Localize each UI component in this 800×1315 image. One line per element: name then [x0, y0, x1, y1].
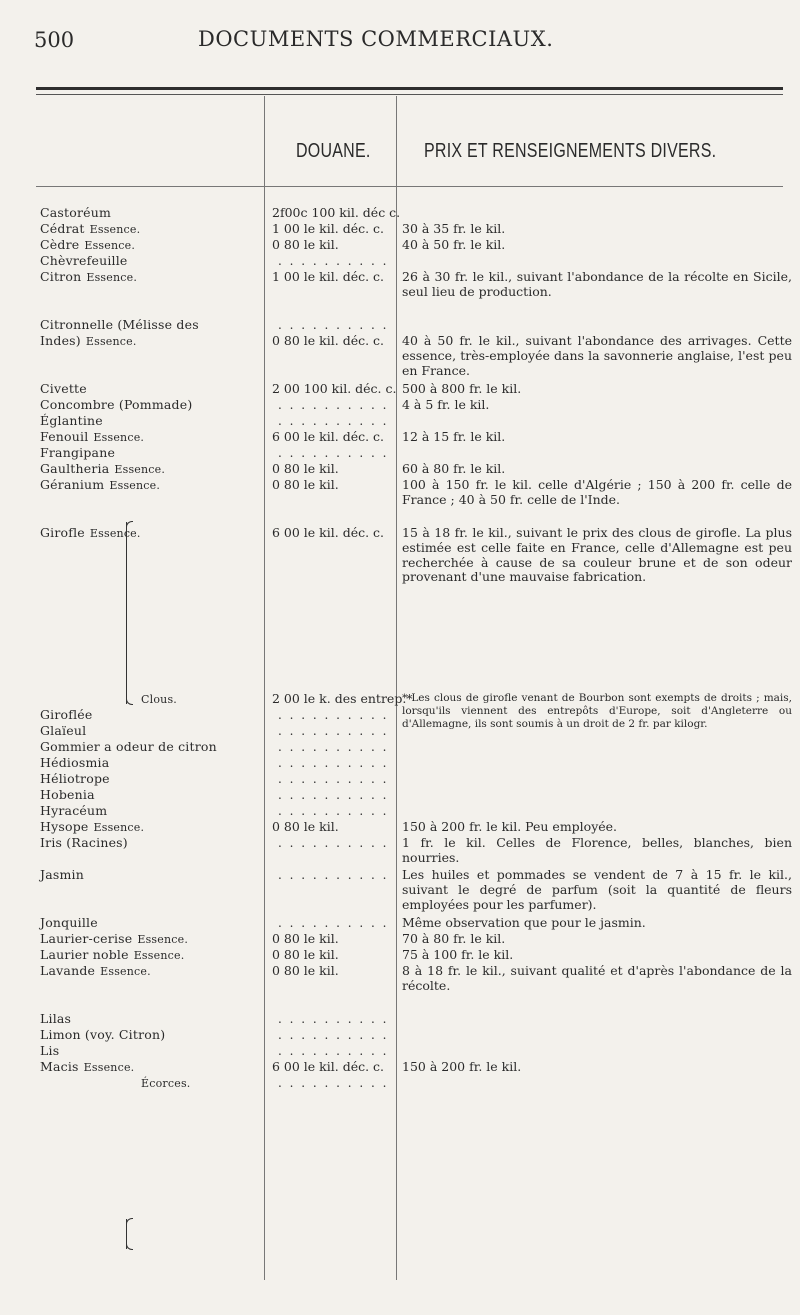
entry-label: Chèvrefeuille: [40, 253, 128, 268]
notes-text: 150 à 200 fr. le kil. Peu employée.: [402, 819, 618, 834]
entry-name: [40, 932, 188, 947]
notes-text: 40 à 50 fr. le kil.: [402, 237, 506, 252]
entry-label: Lavande: [40, 963, 96, 978]
entry-label: Glaïeul: [40, 723, 87, 738]
entry-qualifier: Essence.: [86, 271, 138, 284]
entry-label: Lilas: [40, 1011, 72, 1026]
entry-label: Girofle: [40, 525, 85, 540]
duty-leader-dots: . . . . . . . . . .: [278, 756, 389, 770]
entry-label: Églantine: [40, 413, 103, 428]
duty-leader-dots: . . . . . . . . . .: [278, 446, 389, 460]
duty-value: 1 00 le kil. déc. c.: [272, 221, 385, 236]
duty-leader-dots: . . . . . . . . . .: [278, 398, 389, 412]
notes-text: 60 à 80 fr. le kil.: [402, 461, 506, 476]
entry-name: [40, 1044, 59, 1058]
duty-value: 0 80 le kil.: [272, 237, 339, 252]
entry-label: Jonquille: [40, 915, 98, 930]
entry-label: Iris (Racines): [40, 835, 128, 850]
entry-label: Gommier a odeur de citron: [40, 739, 217, 754]
duty-leader-dots: . . . . . . . . . .: [278, 1076, 389, 1090]
notes-text: Même observation que pour le jasmin.: [402, 915, 646, 930]
header-rule-thin: [36, 94, 783, 95]
duty-value: 2 00 le k. des entrep.*: [272, 691, 413, 706]
notes-text: 500 à 800 fr. le kil.: [402, 381, 522, 396]
entry-label: Hédiosmia: [40, 755, 110, 770]
entry-name: [40, 334, 137, 349]
entry-name: [40, 772, 110, 786]
entry-label: Macis: [40, 1059, 79, 1074]
entry-qualifier: Écorces.: [141, 1077, 191, 1090]
entry-name: [136, 692, 177, 707]
duty-leader-dots: . . . . . . . . . .: [278, 414, 389, 428]
notes-text: 1 fr. le kil. Celles de Florence, belles, blanches, bien nourries.: [402, 835, 792, 865]
entry-label: Fenouil: [40, 429, 89, 444]
entry-name: [40, 398, 192, 412]
duty-leader-dots: . . . . . . . . . .: [278, 916, 389, 930]
entry-name: [40, 836, 128, 850]
duty-leader-dots: . . . . . . . . . .: [278, 1012, 389, 1026]
duty-value: 2f00c 100 kil. déc c.: [272, 205, 401, 220]
entry-label: Frangipane: [40, 445, 116, 460]
entry-label: Géranium: [40, 477, 105, 492]
page-header: [0, 0, 800, 90]
entry-name: [40, 318, 199, 332]
entry-qualifier: Essence.: [93, 821, 145, 834]
entry-label: Concombre (Pommade): [40, 397, 193, 412]
duty-leader-dots: . . . . . . . . . .: [278, 724, 389, 738]
entry-name: [40, 820, 144, 835]
duty-value: 0 80 le kil.: [272, 931, 339, 946]
duty-value: 0 80 le kil. déc. c.: [272, 333, 385, 348]
entry-name: [40, 462, 165, 477]
entry-qualifier: Essence.: [89, 527, 141, 540]
entry-name: [40, 206, 111, 220]
duty-leader-dots: . . . . . . . . . .: [278, 318, 389, 332]
entry-label: Castoréum: [40, 205, 112, 220]
duty-value: 0 80 le kil.: [272, 963, 339, 978]
notes-text: 26 à 30 fr. le kil., suivant l'abondance de la récolte en Sicile, seul lieu de production.: [402, 269, 792, 299]
entry-qualifier: Essence.: [100, 965, 151, 978]
duty-leader-dots: . . . . . . . . . .: [278, 836, 389, 850]
entry-qualifier: Essence.: [133, 949, 185, 962]
entry-qualifier: Essence.: [109, 479, 161, 492]
duty-value: 6 00 le kil. déc. c.: [272, 525, 385, 540]
entry-label: Lis: [40, 1043, 60, 1058]
entry-label: Hysope: [40, 819, 89, 834]
entry-name: [40, 964, 151, 979]
duty-leader-dots: . . . . . . . . . .: [278, 804, 389, 818]
entry-name: [40, 414, 103, 428]
entry-name: [40, 916, 98, 930]
entry-name: [40, 1028, 165, 1042]
entry-label: Indes): [40, 333, 81, 348]
duty-leader-dots: . . . . . . . . . .: [278, 772, 389, 786]
entry-label: Laurier noble: [40, 947, 129, 962]
entry-name: [40, 430, 144, 445]
header-row-rule: [36, 186, 783, 187]
duty-leader-dots: . . . . . . . . . .: [278, 1028, 389, 1042]
notes-text: 30 à 35 fr. le kil.: [402, 221, 506, 236]
notes-text: 100 à 150 fr. le kil. celle d'Algérie ; 150 à 200 fr. celle de France ; 40 à 50 fr. celle de l'Inde.: [402, 477, 792, 507]
entry-qualifier: Essence.: [93, 431, 145, 444]
entry-name: [40, 446, 115, 460]
column-header-notes: PRIX ET RENSEIGNEMENTS DIVERS.: [424, 140, 717, 162]
notes-text: 70 à 80 fr. le kil.: [402, 931, 506, 946]
notes-text: 40 à 50 fr. le kil., suivant l'abondance des arrivages. Cette essence, très-employée dans la savonnerie anglaise, l'est peu en France.: [402, 333, 792, 378]
entry-name: [40, 948, 184, 963]
entry-label: Laurier-cerise: [40, 931, 133, 946]
entry-name: [40, 238, 135, 253]
page-number: 500: [34, 28, 75, 52]
notes-text: 15 à 18 fr. le kil., suivant le prix des clous de girofle. La plus estimée est celle faite en France, celle d'Allemagne est peu recherchée à cause de sa couleur brune et de son odeur provenant d'une mauvaise fabrication.: [402, 525, 792, 585]
entry-name: [40, 478, 160, 493]
duty-leader-dots: . . . . . . . . . .: [278, 788, 389, 802]
notes-text: 8 à 18 fr. le kil., suivant qualité et d'après l'abondance de la récolte.: [402, 963, 792, 993]
entry-label: Giroflée: [40, 707, 93, 722]
entry-label: Citron: [40, 269, 82, 284]
entry-name: [40, 708, 93, 722]
column-divider-2: [396, 96, 397, 1280]
brace-girofle: [126, 522, 135, 704]
notes-text: 150 à 200 fr. le kil.: [402, 1059, 522, 1074]
entry-name: [40, 724, 86, 738]
running-title: DOCUMENTS COMMERCIAUX.: [198, 27, 554, 51]
duty-value: 0 80 le kil.: [272, 477, 339, 492]
duty-value: 6 00 le kil. déc. c.: [272, 1059, 385, 1074]
duty-value: 0 80 le kil.: [272, 461, 339, 476]
entry-name: [40, 756, 109, 770]
entry-label: Citronnelle (Mélisse des: [40, 317, 199, 332]
entry-name: [40, 270, 137, 285]
brace-macis: [126, 1219, 135, 1249]
entry-name: [40, 1060, 134, 1075]
duty-leader-dots: . . . . . . . . . .: [278, 740, 389, 754]
entry-name: [40, 222, 140, 237]
entry-name: [40, 382, 87, 396]
entry-label: Civette: [40, 381, 87, 396]
entry-name: [40, 788, 95, 802]
duty-value: 0 80 le kil.: [272, 947, 339, 962]
column-divider-1: [264, 96, 265, 1280]
entry-qualifier: Essence.: [114, 463, 166, 476]
entry-name: [40, 254, 128, 268]
entry-label: Héliotrope: [40, 771, 110, 786]
entry-qualifier: Essence.: [84, 239, 136, 252]
duty-leader-dots: . . . . . . . . . .: [278, 868, 389, 882]
footnote-text: * Les clous de girofle venant de Bourbon sont exempts de droits ; mais, lorsqu'ils viennent des entrepôts d'Europe, soit d'Angleterre ou d'Allemagne, ils sont soumis à un droit de 2 fr. par kilogr.: [402, 692, 792, 730]
entry-label: Hyracéum: [40, 803, 108, 818]
entry-qualifier: Essence.: [89, 223, 141, 236]
entry-label: Limon (voy. Citron): [40, 1027, 166, 1042]
entry-label: Gaultheria: [40, 461, 110, 476]
entry-qualifier: Clous.: [141, 693, 177, 706]
header-rule-thick: [36, 87, 783, 90]
duty-value: 6 00 le kil. déc. c.: [272, 429, 385, 444]
entry-name: [40, 1012, 71, 1026]
duty-value: 2 00 100 kil. déc. c.: [272, 381, 397, 396]
duty-value: 0 80 le kil.: [272, 819, 339, 834]
notes-text: Les huiles et pommades se vendent de 7 à 15 fr. le kil., suivant le degré de parfum (soit la quantité de fleurs employées pour les parfumer).: [402, 867, 792, 912]
column-header-duty: DOUANE.: [296, 140, 371, 162]
entry-qualifier: Essence.: [83, 1061, 135, 1074]
entry-name: [40, 804, 107, 818]
notes-text: 12 à 15 fr. le kil.: [402, 429, 506, 444]
entry-name: [136, 1076, 190, 1091]
duty-leader-dots: . . . . . . . . . .: [278, 708, 389, 722]
entry-label: Jasmin: [40, 867, 84, 882]
entry-name: [40, 868, 84, 882]
entry-label: Hobenia: [40, 787, 95, 802]
notes-text: 4 à 5 fr. le kil.: [402, 397, 490, 412]
entry-qualifier: Essence.: [137, 933, 189, 946]
duty-leader-dots: . . . . . . . . . .: [278, 1044, 389, 1058]
entry-label: Cédrat: [40, 221, 85, 236]
duty-leader-dots: . . . . . . . . . .: [278, 254, 389, 268]
notes-text: 75 à 100 fr. le kil.: [402, 947, 514, 962]
entry-name: [40, 740, 217, 754]
duty-value: 1 00 le kil. déc. c.: [272, 269, 385, 284]
entry-qualifier: Essence.: [85, 335, 137, 348]
entry-label: Cèdre: [40, 237, 80, 252]
